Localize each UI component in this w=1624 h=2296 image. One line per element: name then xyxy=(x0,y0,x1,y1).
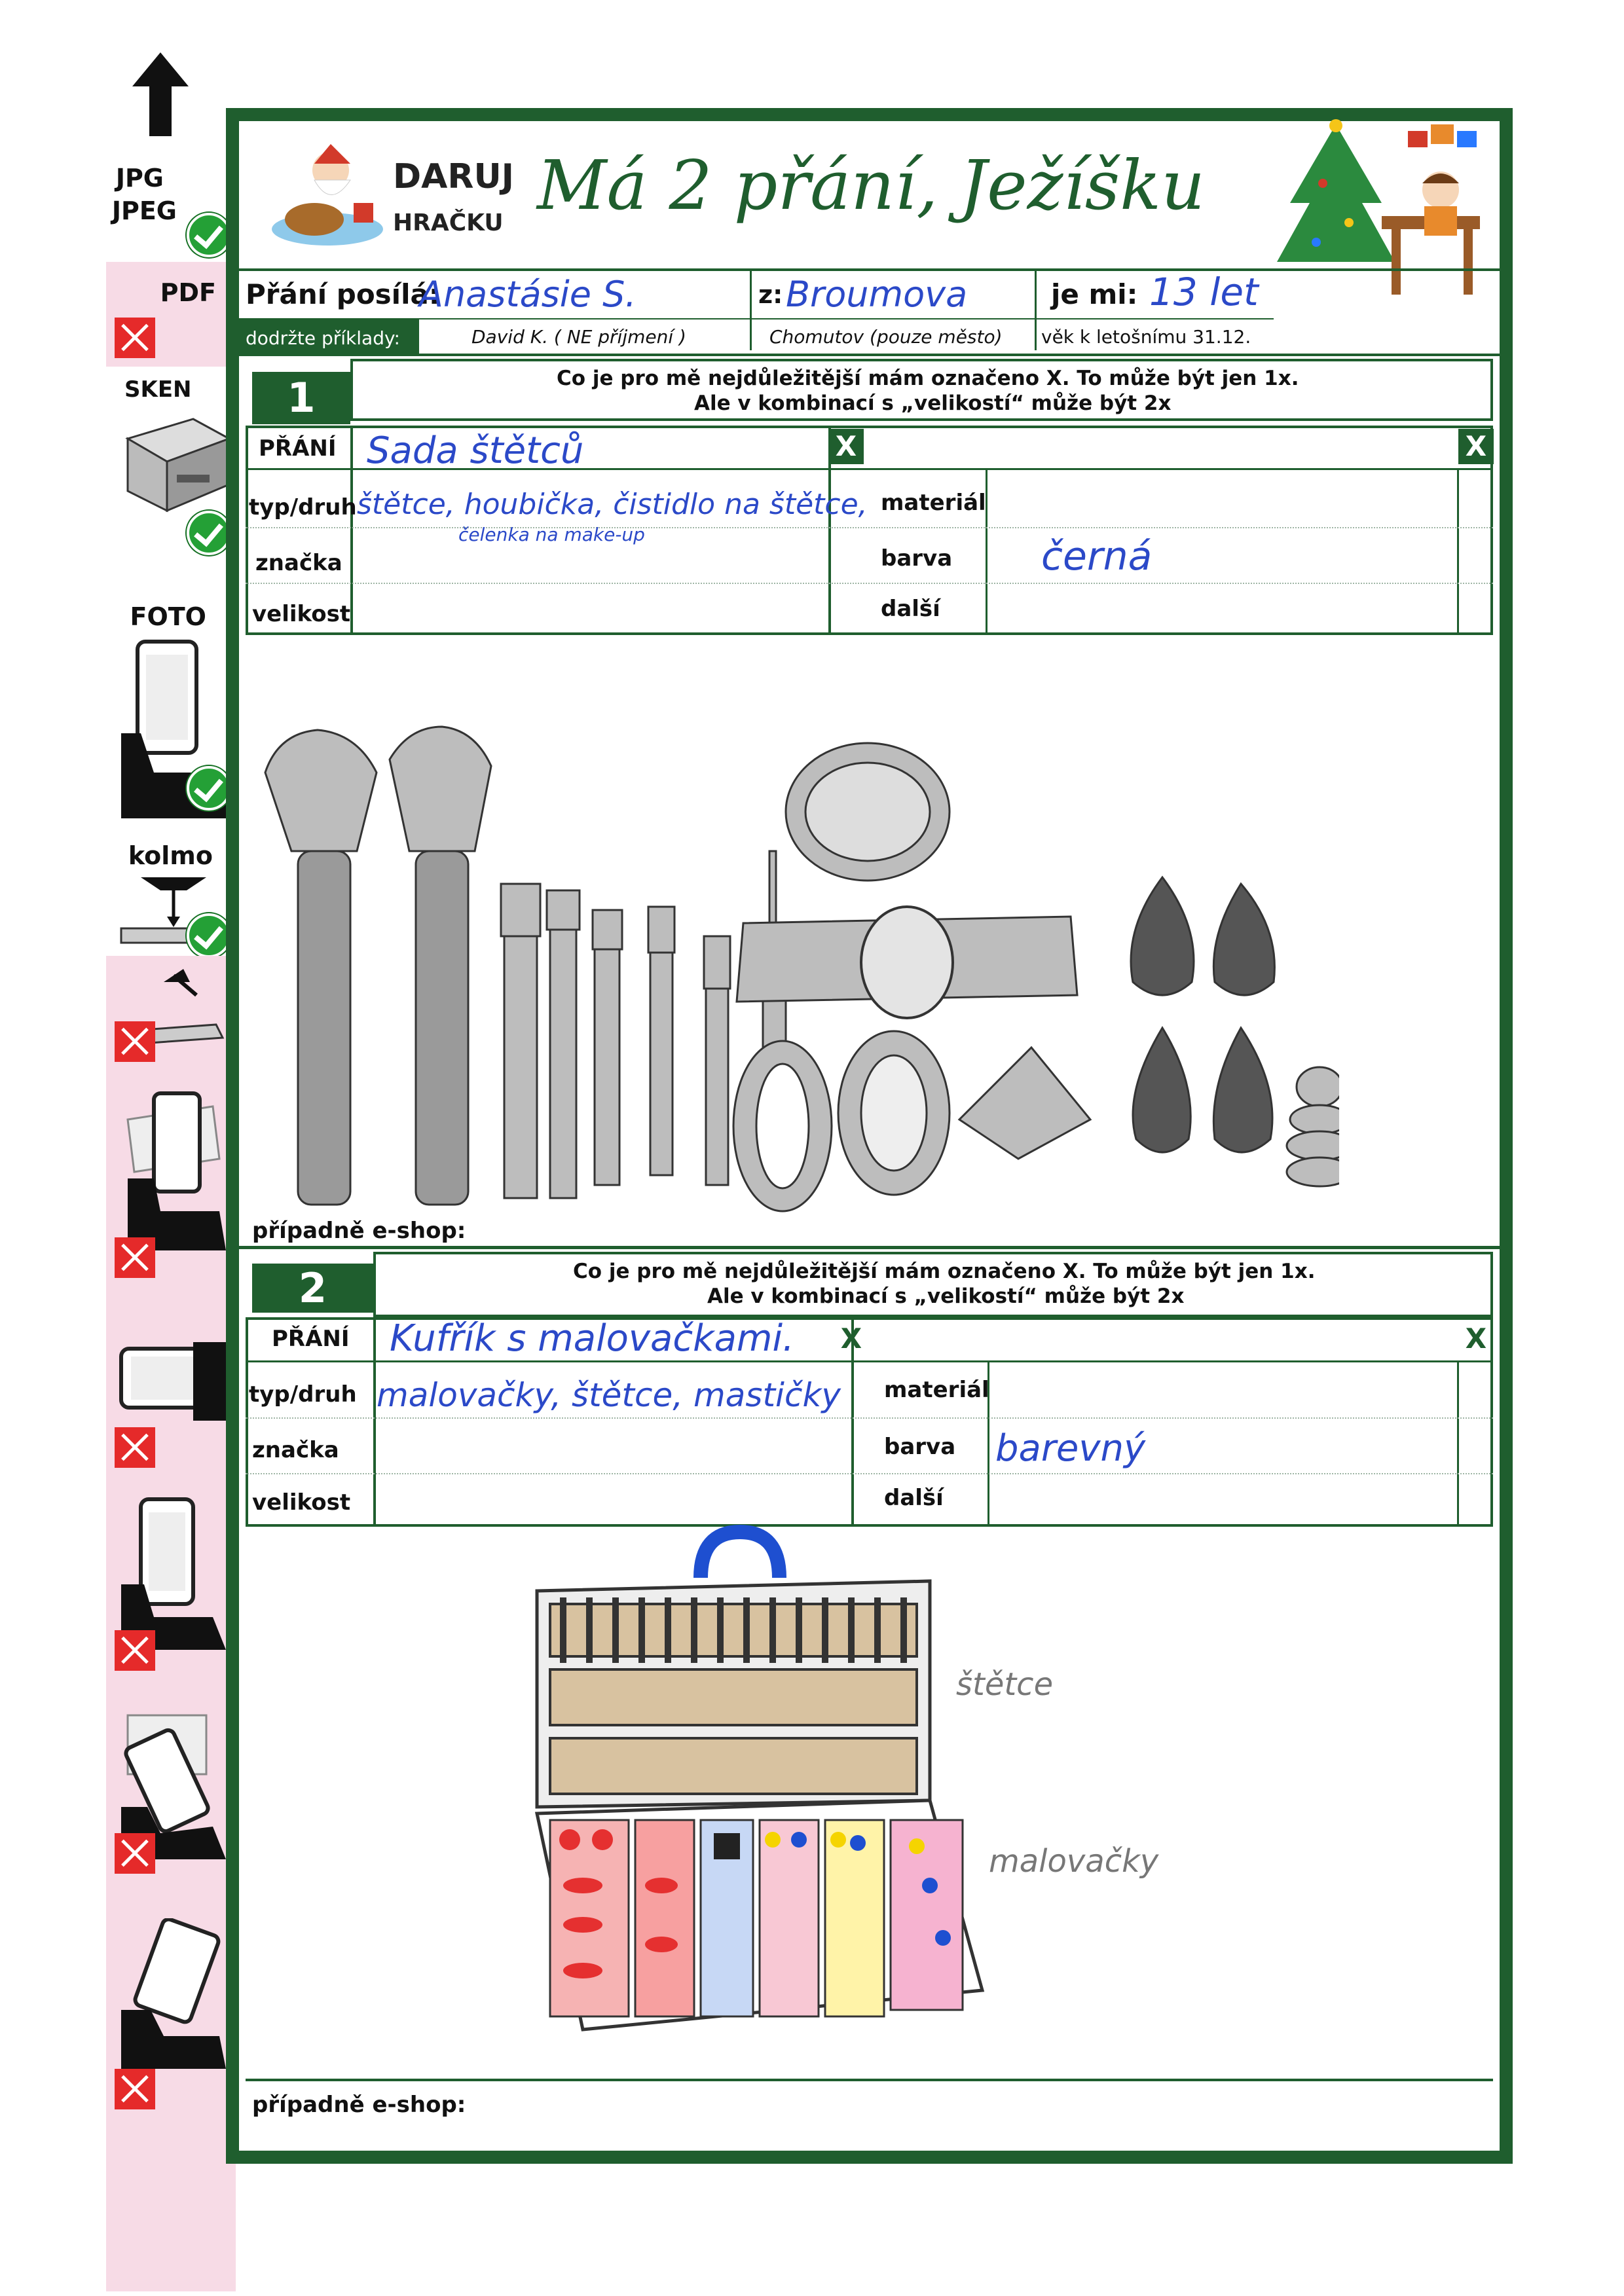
age-label: je mi: xyxy=(1051,278,1138,310)
wish2-barva-label: barva xyxy=(884,1434,956,1460)
divider xyxy=(246,527,1493,528)
photo-foto-label: FOTO xyxy=(130,602,206,631)
phone-skewed-icon xyxy=(115,1918,232,2069)
example-city: Chomutov (pouze město) xyxy=(769,326,1003,348)
cross-icon xyxy=(115,1021,155,1062)
logo-daruj: DARUJ xyxy=(393,157,515,196)
format-jpeg-label: JPEG xyxy=(111,196,177,225)
wish2-x-mark-right: X xyxy=(1465,1322,1487,1355)
divider xyxy=(246,1473,1493,1474)
cross-icon xyxy=(115,318,155,358)
wish2-typ-value: malovačky, štětce, mastičky xyxy=(377,1376,841,1414)
wish2-material-label: materiál xyxy=(884,1377,989,1403)
wish1-typ-value-2: čelenka na make-up xyxy=(458,524,645,545)
divider xyxy=(239,354,1500,356)
divider xyxy=(239,318,1274,319)
examples-label: dodržte příklady: xyxy=(246,327,400,349)
wish1-barva-value: černá xyxy=(1041,534,1153,579)
scanner-icon xyxy=(115,412,232,517)
divider xyxy=(373,1317,376,1527)
divider xyxy=(239,268,1500,271)
wish2-drawing-label-paints: malovačky xyxy=(989,1843,1159,1880)
sidebar xyxy=(0,0,236,2296)
wish1-x-mark: X xyxy=(828,429,864,464)
from-label: z: xyxy=(758,280,783,309)
christmas-tree-icon xyxy=(1264,118,1500,308)
sender-value: Anastásie S. xyxy=(419,274,637,315)
sender-label: Přání posílá: xyxy=(246,278,440,310)
cross-icon xyxy=(115,2069,155,2109)
format-sken-label: SKEN xyxy=(124,376,192,403)
wish1-material-label: materiál xyxy=(881,490,986,516)
wish1-instruction-1: Co je pro mě nejdůležitější mám označeno X. To může být jen 1x. xyxy=(557,367,1299,390)
wish-number-2: 2 xyxy=(252,1264,373,1313)
photo-kolmo-label: kolmo xyxy=(128,841,213,870)
wish2-dalsi-label: další xyxy=(884,1485,944,1511)
phone-tilted-icon xyxy=(115,1080,232,1250)
wish2-znacka-label: značka xyxy=(252,1437,339,1463)
wish1-x-mark-right: X xyxy=(1458,429,1494,464)
wish2-typ-label: typ/druh xyxy=(249,1381,357,1408)
check-icon xyxy=(187,766,231,811)
wish1-barva-label: barva xyxy=(881,545,953,572)
wish2-eshop-label: případně e-shop: xyxy=(252,2092,466,2118)
wish1-instruction-2: Ale v kombinací s „velikostí“ může být 2x xyxy=(694,392,1172,415)
page-title: Má 2 přání, Ježíšku xyxy=(537,145,1206,225)
wish1-velikost-label: velikost xyxy=(252,601,351,627)
cross-icon xyxy=(115,1630,155,1671)
divider xyxy=(1457,1362,1459,1527)
example-age: věk k letošnímu 31.12. xyxy=(1041,326,1251,348)
format-pdf-label: PDF xyxy=(160,278,216,307)
cross-icon xyxy=(115,1427,155,1468)
wish2-drawing xyxy=(524,1519,1022,2056)
cross-icon xyxy=(115,1237,155,1278)
wish1-prani-value: Sada štětců xyxy=(367,429,584,472)
divider xyxy=(1035,268,1037,350)
wish1-eshop-label: případně e-shop: xyxy=(252,1218,466,1244)
wish2-prani-value: Kufřík s malovačkami. xyxy=(390,1317,794,1360)
sidebar-pink-block xyxy=(106,2134,236,2291)
wish2-drawing-label-brushes: štětce xyxy=(956,1666,1054,1703)
age-value: 13 let xyxy=(1149,270,1259,314)
wish2-x-mark: X xyxy=(840,1322,862,1355)
check-icon xyxy=(187,213,231,257)
section-divider xyxy=(239,1246,1500,1249)
wish2-barva-value: barevný xyxy=(995,1427,1146,1470)
wish-number-1: 1 xyxy=(252,372,350,424)
divider xyxy=(246,1360,1493,1362)
logo-hracku: HRAČKU xyxy=(393,210,504,236)
divider xyxy=(246,1417,1493,1419)
example-name: David K. ( NE příjmení ) xyxy=(471,326,686,348)
wish1-prani-label: PŘÁNÍ xyxy=(259,435,337,462)
divider xyxy=(750,268,752,350)
phone-landscape-icon xyxy=(115,1336,232,1427)
divider xyxy=(350,426,353,635)
wish2-instruction-2: Ale v kombinací s „velikostí“ může být 2x xyxy=(707,1285,1185,1308)
wish1-znacka-label: značka xyxy=(255,550,342,576)
check-icon xyxy=(187,913,231,958)
check-icon xyxy=(187,511,231,555)
format-jpg-label: JPG xyxy=(115,164,164,192)
wish1-drawing xyxy=(259,720,1339,1218)
arrow-up-icon xyxy=(131,52,190,137)
divider xyxy=(246,583,1493,584)
wish1-typ-label: typ/druh xyxy=(249,494,357,520)
santa-logo-icon xyxy=(268,144,386,249)
cross-icon xyxy=(115,1833,155,1874)
wish2-instruction-1: Co je pro mě nejdůležitější mám označeno X. To může být jen 1x. xyxy=(573,1260,1316,1283)
divider xyxy=(1457,468,1459,635)
wish2-prani-label: PŘÁNÍ xyxy=(272,1326,350,1352)
from-value: Broumova xyxy=(786,274,968,315)
wish2-velikost-label: velikost xyxy=(252,1489,351,1516)
wish1-typ-value: štětce, houbička, čistidlo na štětce, xyxy=(357,488,868,521)
wish1-dalsi-label: další xyxy=(881,596,940,622)
phone-far-icon xyxy=(115,1493,232,1650)
